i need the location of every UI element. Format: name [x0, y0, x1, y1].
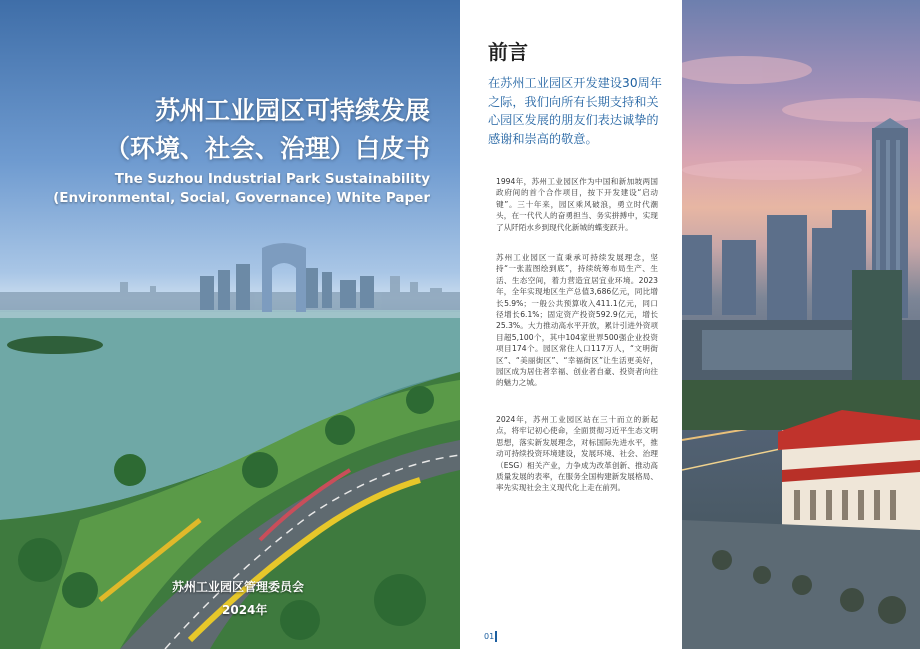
right-city-photo — [682, 0, 920, 649]
cover-title-line-1: 苏州工业园区可持续发展 — [154, 96, 430, 125]
cover-title-line-2: （环境、社会、治理）白皮书 — [104, 134, 430, 163]
page-number-bar — [495, 631, 497, 642]
publication-year: 2024年 — [222, 603, 268, 617]
foreword-text-column — [460, 0, 682, 649]
page-number: 01 — [484, 632, 495, 641]
foreword-paragraph-1: 1994年，苏州工业园区作为中国和新加坡两国政府间的首个合作项目，按下开发建设“启动键”。三十年来，园区乘风破浪，勇立时代潮头，在一代代人的奋勇担当、务实拼搏中，实现了从阡陌水乡到现代化新城的蝶变跃升。 — [496, 177, 658, 232]
foreword-heading: 前言 — [488, 40, 528, 64]
cover-title-en-line-1: The Suzhou Industrial Park Sustainability — [114, 171, 430, 187]
foreword-paragraph-2: 苏州工业园区一直秉承可持续发展理念，坚持“一张蓝图绘到底”，持续统筹布局生产、生活、生态空间，着力营造宜居宜业环境。2023年，全年实现地区生产总值3,686亿元，同比增长5.9%；一般公共预算收入411.1亿元，同口径增长6.1%；固定资产投资592.9亿元，增长25.3%。大力推动高水平开放，累计引进外资项目超5,100个，其中104家世界500强企业投资项目174个。园区常住人口117万人，“文明街区”、“美丽街区”、“幸福街区”让生活更美好，园区成为居住者幸福、创业者自豪、投资者向往的魅力之城。 — [496, 253, 658, 388]
cover-title-chinese — [105, 92, 430, 168]
foreword-paragraph-3: 2024年，苏州工业园区站在三十而立的新起点，将牢记初心使命，全面贯彻习近平生态文明思想，落实新发展理念，对标国际先进水平，推动可持续投资环境建设，发展环境、社会、治理（ESG）相关产业，力争成为改革创新、推动高质量发展的表率，在服务全国构建新发展格局、率先实现社会主义现代化上走在前列。 — [496, 415, 658, 493]
foreword-lead-paragraph: 在苏州工业园区开发建设30周年之际，我们向所有长期支持和关心园区发展的朋友们表达诚挚的感谢和崇高的敬意。 — [488, 76, 662, 146]
cover-title-english — [53, 170, 430, 208]
publisher-name: 苏州工业园区管理委员会 — [172, 580, 305, 594]
right-cityscape-illustration — [682, 0, 920, 649]
cover-title-en-line-2: (Environmental, Social, Governance) White Paper — [53, 190, 430, 206]
